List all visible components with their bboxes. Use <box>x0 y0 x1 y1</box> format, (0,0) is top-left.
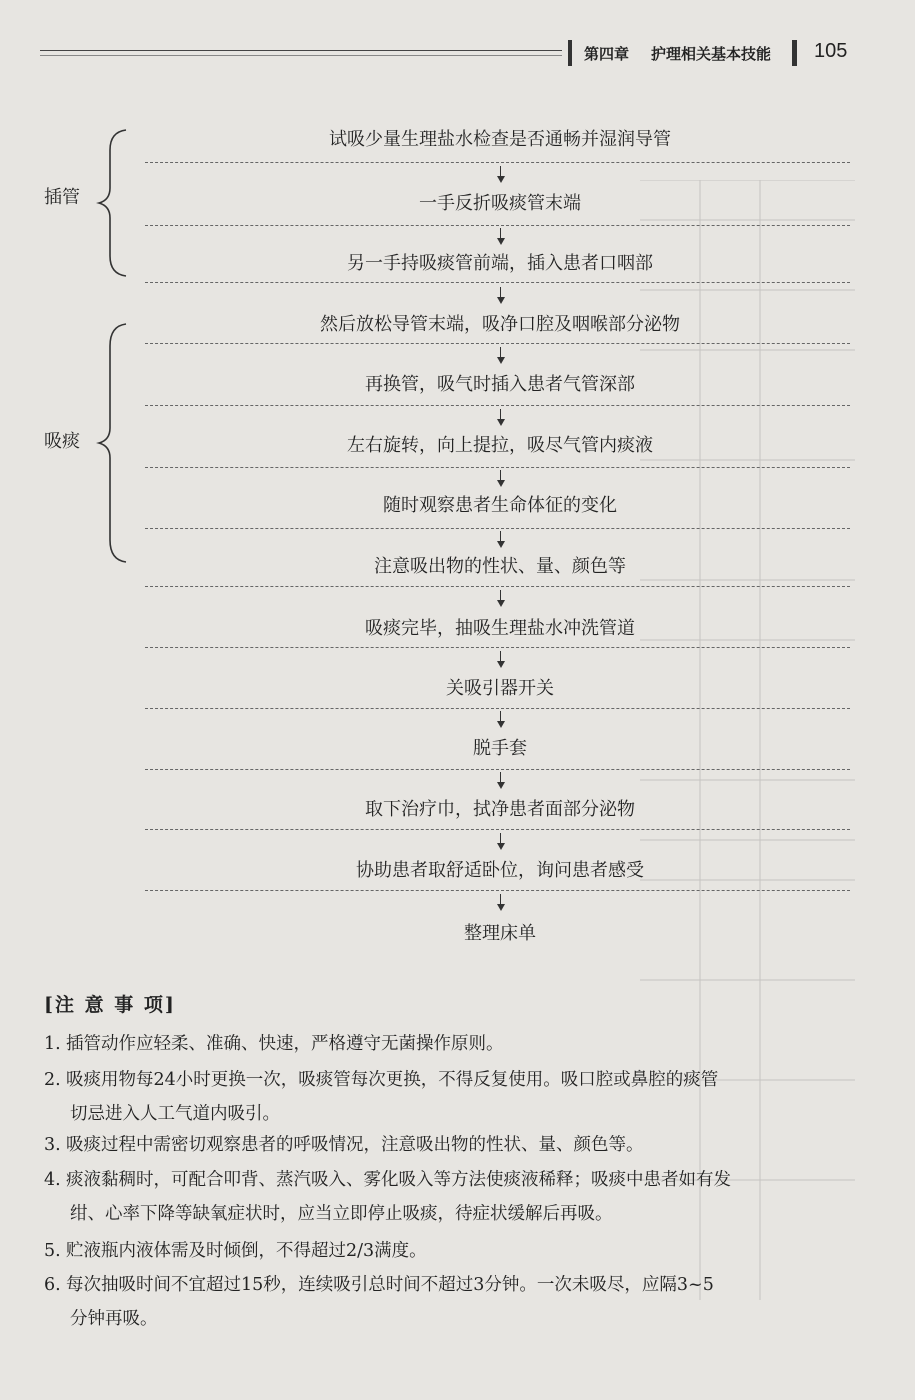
flow-step: 一手反折吸痰管末端 <box>419 193 581 214</box>
note-text: 痰液黏稠时，可配合叩背、蒸汽吸入、雾化吸入等方法使痰液稀释；吸痰中患者如有发 <box>66 1170 731 1190</box>
flow-divider <box>145 829 850 830</box>
down-arrow-icon <box>497 531 505 541</box>
note-number: 6. <box>44 1275 61 1295</box>
note-item <box>44 1128 864 1162</box>
chapter-label: 第四章 <box>584 45 630 63</box>
down-arrow-icon <box>497 166 505 176</box>
flow-step: 再换管，吸气时插入患者气管深部 <box>365 374 635 395</box>
note-item <box>44 1268 864 1336</box>
flow-step: 试吸少量生理盐水检查是否通畅并湿润导管 <box>329 129 671 150</box>
note-number: 3. <box>44 1135 61 1155</box>
note-text-continued: 切忌进入人工气道内吸引。 <box>70 1104 280 1124</box>
brace-suction <box>96 322 130 564</box>
down-arrow-icon <box>497 651 505 661</box>
group-label-intubation: 插管 <box>44 187 80 208</box>
flow-divider <box>145 282 850 283</box>
flow-step: 然后放松导管末端，吸净口腔及咽喉部分泌物 <box>320 314 680 335</box>
down-arrow-icon <box>497 833 505 843</box>
note-number: 2. <box>44 1070 61 1090</box>
down-arrow-icon <box>497 228 505 238</box>
note-text: 每次抽吸时间不宜超过15秒，连续吸引总时间不超过3分钟。一次未吸尽，应隔3~5 <box>66 1275 714 1295</box>
note-number: 4. <box>44 1170 61 1190</box>
note-item <box>44 1234 864 1268</box>
flow-step: 随时观察患者生命体征的变化 <box>383 495 617 516</box>
note-text: 插管动作应轻柔、准确、快速，严格遵守无菌操作原则。 <box>66 1034 504 1054</box>
note-text: 吸痰用物每24小时更换一次，吸痰管每次更换，不得反复使用。吸口腔或鼻腔的痰管 <box>66 1070 719 1090</box>
note-item <box>44 1063 864 1131</box>
flow-step: 整理床单 <box>464 923 536 944</box>
flow-divider <box>145 343 850 344</box>
down-arrow-icon <box>497 590 505 600</box>
down-arrow-icon <box>497 711 505 721</box>
flow-divider <box>145 708 850 709</box>
header-divider <box>568 40 572 66</box>
flow-divider <box>145 528 850 529</box>
flow-divider <box>145 405 850 406</box>
notes-heading: [注 意 事 项] <box>44 994 176 1016</box>
down-arrow-icon <box>497 287 505 297</box>
flow-divider <box>145 769 850 770</box>
flow-step: 注意吸出物的性状、量、颜色等 <box>374 556 626 577</box>
flow-divider <box>145 467 850 468</box>
flow-step: 脱手套 <box>473 738 527 759</box>
flow-step: 取下治疗巾，拭净患者面部分泌物 <box>365 799 635 820</box>
flow-divider <box>145 890 850 891</box>
note-text: 贮液瓶内液体需及时倾倒，不得超过2/3满度。 <box>66 1241 427 1261</box>
flow-step: 协助患者取舒适卧位，询问患者感受 <box>356 860 644 881</box>
note-text: 吸痰过程中需密切观察患者的呼吸情况，注意吸出物的性状、量、颜色等。 <box>66 1135 644 1155</box>
down-arrow-icon <box>497 409 505 419</box>
group-label-suction: 吸痰 <box>44 431 80 452</box>
flow-step: 左右旋转，向上提拉，吸尽气管内痰液 <box>347 435 653 456</box>
flow-divider <box>145 162 850 163</box>
note-number: 5. <box>44 1241 61 1261</box>
flow-step: 另一手持吸痰管前端，插入患者口咽部 <box>347 253 653 274</box>
header-divider <box>792 40 797 66</box>
flow-step: 吸痰完毕，抽吸生理盐水冲洗管道 <box>365 618 635 639</box>
page-number: 105 <box>814 40 848 62</box>
down-arrow-icon <box>497 894 505 904</box>
down-arrow-icon <box>497 772 505 782</box>
header-rule-thin <box>40 55 562 56</box>
chapter-title: 护理相关基本技能 <box>651 45 772 63</box>
flow-step: 关吸引器开关 <box>446 678 554 699</box>
flow-divider <box>145 586 850 587</box>
note-number: 1. <box>44 1034 61 1054</box>
note-item <box>44 1163 864 1231</box>
down-arrow-icon <box>497 347 505 357</box>
brace-intubation <box>96 128 130 278</box>
flow-divider <box>145 647 850 648</box>
header-rule <box>40 50 562 51</box>
note-text-continued: 分钟再吸。 <box>70 1309 158 1329</box>
note-text-continued: 绀、心率下降等缺氧症状时，应当立即停止吸痰，待症状缓解后再吸。 <box>70 1204 613 1224</box>
note-item <box>44 1027 864 1061</box>
down-arrow-icon <box>497 470 505 480</box>
flow-divider <box>145 225 850 226</box>
